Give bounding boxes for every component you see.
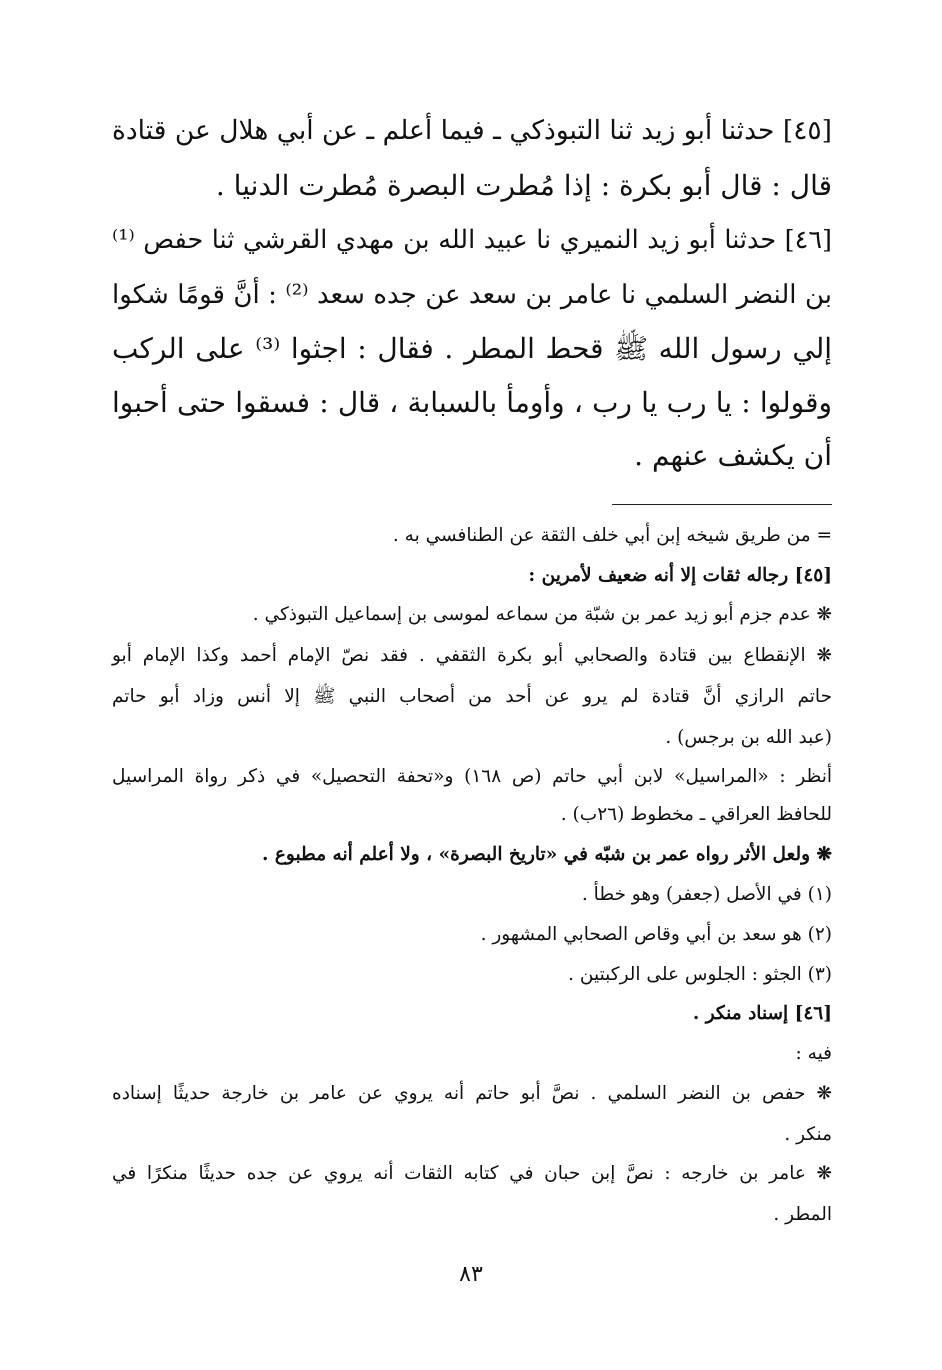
note-45-point-2-line-2: حاتم الرازي أنَّ قتادة لم يرو عن أحد من أصحاب النبي ﷺ إلا أنس وزاد أبو حاتم bbox=[112, 686, 832, 707]
hadith-46-line-4: وقولوا : يا رب يا رب ، وأومأ بالسبابة ، قال : فسقوا حتى أحبوا bbox=[112, 386, 832, 419]
footnote-separator bbox=[612, 504, 832, 505]
note-46-intro: فيه : bbox=[795, 1043, 832, 1064]
note-45-reference-line-1: أنظر : «المراسيل» لابن أبي حاتم (ص ١٦٨) و«تحفة التحصيل» في ذكر رواة المراسيل bbox=[112, 766, 832, 787]
hadith-46-line-2: بن النضر السلمي نا عامر بن سعد عن جده سعد ⁽²⁾ : أنَّ قومًا شكوا bbox=[112, 280, 832, 310]
note-46-heading: [٤٦] إسناد منكر . bbox=[692, 1003, 832, 1024]
footnote-carryover: = من طريق شيخه إبن أبي خلف الثقة عن الطنافسي به . bbox=[392, 525, 832, 546]
hadith-46-line-5: أن يكشف عنهم . bbox=[634, 439, 832, 472]
note-45-point-2-line-3: (عبد الله بن برجس) . bbox=[665, 727, 832, 748]
note-45-point-2-line-1: ❋ الإنقطاع بين قتادة والصحابي أبو بكرة الثقفي . فقد نصّ الإمام أحمد وكذا الإمام أبو bbox=[112, 645, 832, 666]
note-45-reference-line-2: للحافظ العراقي ـ مخطوط (٢٦ب) . bbox=[560, 804, 832, 825]
note-46-point-1-line-2: منكر . bbox=[784, 1124, 832, 1145]
footnote-2: (٢) هو سعد بن أبي وقاص الصحابي المشهور . bbox=[480, 924, 832, 945]
note-45-point-1: ❋ عدم جزم أبو زيد عمر بن شبّة من سماعه لموسى بن إسماعيل التبوذكي . bbox=[252, 604, 832, 625]
note-45-point-3: ❋ ولعل الأثر رواه عمر بن شبّه في «تاريخ البصرة» ، ولا أعلم أنه مطبوع . bbox=[261, 844, 832, 865]
hadith-46-line-1: [٤٦] حدثنا أبو زيد النميري نا عبيد الله بن مهدي القرشي ثنا حفص ⁽¹⁾ bbox=[112, 225, 832, 255]
note-46-point-1-line-1: ❋ حفص بن النضر السلمي . نصَّ أبو حاتم أنه يروي عن عامر بن خارجة حديثًا إسناده bbox=[112, 1083, 832, 1104]
note-46-point-2-line-1: ❋ عامر بن خارجه : نصَّ إبن حبان في كتابه الثقات أنه يروي عن جده حديثًا منكرًا في bbox=[112, 1163, 832, 1184]
note-45-heading: [٤٥] رجاله ثقات إلا أنه ضعيف لأمرين : bbox=[528, 565, 832, 586]
hadith-45-line-2: قال : قال أبو بكرة : إذا مُطرت البصرة مُطرت الدنيا . bbox=[215, 169, 832, 202]
hadith-45-line-1: [٤٥] حدثنا أبو زيد ثنا التبوذكي ـ فيما أعلم ـ عن أبي هلال عن قتادة bbox=[112, 115, 832, 146]
note-46-point-2-line-2: المطر . bbox=[773, 1204, 832, 1225]
footnote-1: (١) في الأصل (جعفر) وهو خطأ . bbox=[581, 884, 832, 905]
hadith-46-line-3: إلي رسول الله ﷺ قحط المطر . فقال : اجثوا ⁽³⁾ على الركب bbox=[112, 332, 833, 365]
footnote-3: (٣) الجثو : الجلوس على الركبتين . bbox=[568, 964, 832, 985]
page-number: ٨٣ bbox=[459, 1262, 483, 1287]
